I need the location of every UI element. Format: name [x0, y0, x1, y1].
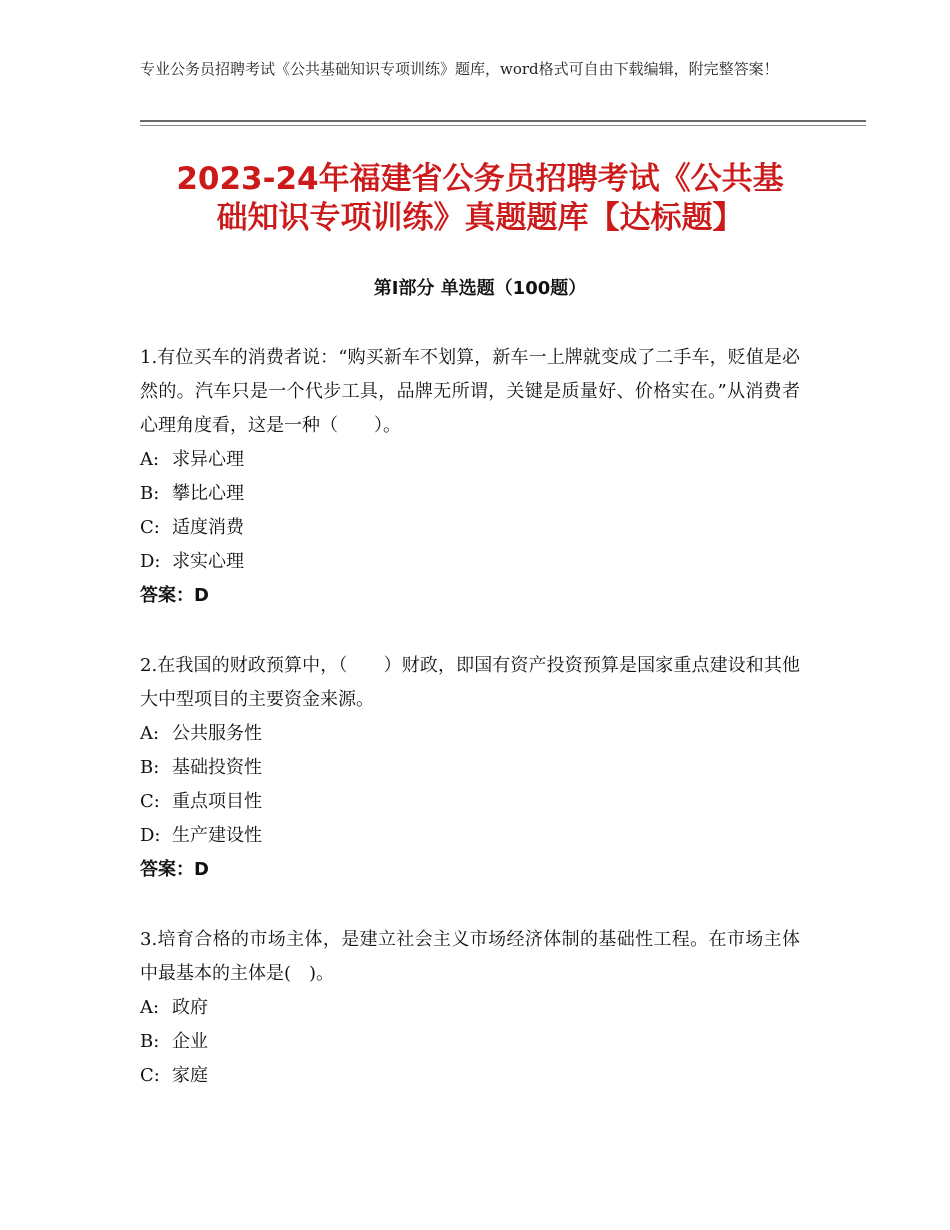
answer-value: D [194, 585, 209, 606]
question-2 [140, 649, 800, 887]
option-letter: B: [140, 1031, 160, 1052]
option-text: 家庭 [172, 1065, 208, 1086]
option-letter: A: [140, 723, 160, 744]
option-c [140, 1059, 800, 1093]
option-text: 政府 [172, 997, 208, 1018]
option-letter: A: [140, 997, 160, 1018]
option-letter: A: [140, 449, 160, 470]
question-text: 2.在我国的财政预算中，（ ）财政，即国有资产投资预算是国家重点建设和其他大中型项目的主要资金来源。 [140, 655, 800, 710]
option-d [140, 819, 800, 853]
question-text: 1.有位买车的消费者说：“购买新车不划算，新车一上牌就变成了二手车，贬值是必然的。汽车只是一个代步工具，品牌无所谓，关键是质量好、价格实在。”从消费者心理角度看，这是一种（ ）。 [140, 347, 800, 436]
option-b [140, 477, 800, 511]
answer-line [140, 579, 800, 613]
option-letter: C: [140, 517, 160, 538]
option-text: 求异心理 [172, 449, 244, 470]
question-list [140, 341, 800, 1129]
question-text: 3.培育合格的市场主体，是建立社会主义市场经济体制的基础性工程。在市场主体中最基本的主体是( )。 [140, 929, 800, 984]
option-text: 基础投资性 [172, 757, 262, 778]
option-a [140, 717, 800, 751]
option-text: 适度消费 [172, 517, 244, 538]
option-c [140, 511, 800, 545]
option-a [140, 991, 800, 1025]
section-title: 第Ⅰ部分 单选题（100题） [373, 278, 587, 299]
option-letter: B: [140, 483, 160, 504]
option-text: 重点项目性 [172, 791, 262, 812]
question-3 [140, 923, 800, 1093]
option-letter: B: [140, 757, 160, 778]
header-divider-thin [140, 125, 866, 126]
answer-label: 答案： [140, 585, 194, 606]
header-divider-thick [140, 120, 866, 122]
option-a [140, 443, 800, 477]
header-note: 专业公务员招聘考试《公共基础知识专项训练》题库，word格式可自由下载编辑，附完整答案！ [140, 60, 779, 78]
answer-label: 答案： [140, 859, 194, 880]
option-letter: D: [140, 551, 161, 572]
option-letter: D: [140, 825, 161, 846]
option-c [140, 785, 800, 819]
option-b [140, 751, 800, 785]
option-d [140, 545, 800, 579]
answer-line [140, 853, 800, 887]
question-1 [140, 341, 800, 613]
option-b [140, 1025, 800, 1059]
option-text: 求实心理 [172, 551, 244, 572]
option-letter: C: [140, 791, 160, 812]
option-text: 企业 [172, 1031, 208, 1052]
answer-value: D [194, 859, 209, 880]
option-text: 生产建设性 [172, 825, 262, 846]
option-letter: C: [140, 1065, 160, 1086]
document-title-line-2: 础知识专项训练》真题题库【达标题】 [216, 200, 744, 236]
option-text: 攀比心理 [172, 483, 244, 504]
document-title [140, 160, 820, 238]
option-text: 公共服务性 [172, 723, 262, 744]
document-title-line-1: 2023-24年福建省公务员招聘考试《公共基 [176, 161, 784, 197]
